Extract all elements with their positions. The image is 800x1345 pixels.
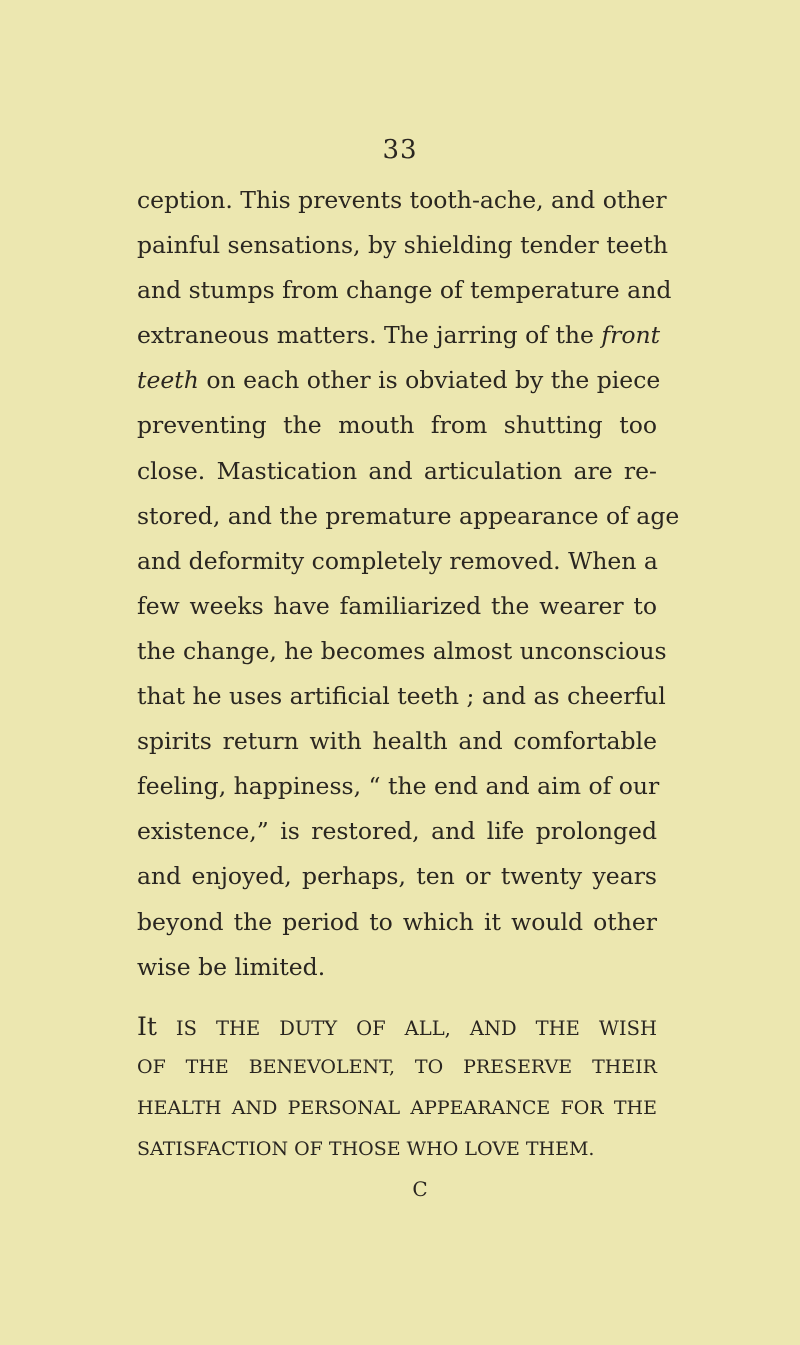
- text-line: existence,” is restored, and life prolonged: [137, 817, 657, 846]
- text-line: feeling, happiness, “ the end and aim of our: [137, 772, 660, 801]
- text-line: [137, 313, 661, 358]
- text-line: preventing the mouth from shutting too: [137, 411, 657, 440]
- text-line: painful sensations, by shielding tender teeth: [137, 231, 669, 260]
- text-line: stored, and the premature appearance of age: [137, 501, 680, 530]
- caps-line: OF THE BENEVOLENT, TO PRESERVE THEIR: [137, 1056, 657, 1078]
- text-segment: on each other is obviated by the piece: [198, 366, 661, 395]
- drop-initial: It: [137, 1012, 157, 1041]
- text-line: ception. This prevents tooth-ache, and other: [137, 186, 667, 214]
- text-line: spirits return with health and comfortable: [137, 727, 657, 756]
- signature-mark: C: [412, 1177, 428, 1201]
- caps-line: [137, 1006, 657, 1047]
- text-line: close. Mastication and articulation are re-: [137, 456, 657, 485]
- caps-line: HEALTH AND PERSONAL APPEARANCE FOR THE: [137, 1097, 657, 1119]
- text-segment: extraneous matters. The jarring of the: [137, 321, 602, 350]
- text-line: that he uses artificial teeth ; and as cheerful: [137, 682, 666, 711]
- caps-line: SATISFACTION OF THOSE WHO LOVE THEM.: [137, 1138, 595, 1160]
- text-segment: IS THE DUTY OF ALL, AND THE WISH: [156, 1017, 657, 1040]
- text-line: few weeks have familiarized the wearer to: [137, 591, 657, 620]
- text-line: wise be limited.: [137, 952, 326, 981]
- italic-word: teeth: [137, 366, 199, 395]
- text-line: beyond the period to which it would other: [137, 907, 657, 936]
- text-line: and stumps from change of temperature and: [137, 276, 672, 305]
- text-line: and deformity completely removed. When a: [137, 546, 658, 575]
- italic-word: front: [601, 321, 661, 350]
- text-line: [137, 358, 661, 403]
- body-paragraph: [137, 178, 680, 990]
- closing-statement: [137, 1006, 657, 1170]
- text-line: and enjoyed, perhaps, ten or twenty years: [137, 862, 657, 891]
- text-line: the change, he becomes almost unconscious: [137, 636, 667, 665]
- page-number: 33: [382, 135, 418, 165]
